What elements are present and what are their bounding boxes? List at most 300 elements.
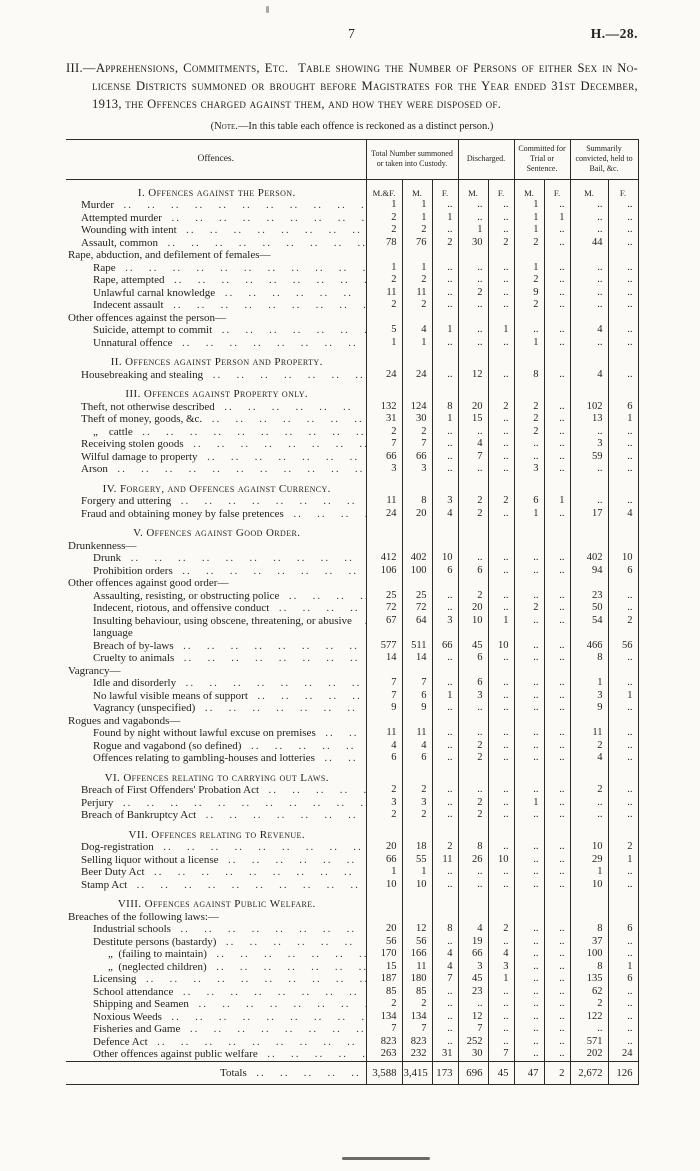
value-cell: .. [432, 426, 458, 439]
value-cell: .. [488, 809, 514, 822]
offence-row [66, 237, 638, 250]
value-cell [432, 540, 458, 553]
value-cell: 11 [402, 727, 432, 740]
subcolumn-header [432, 891, 458, 911]
value-cell: 2 [366, 274, 402, 287]
value-cell [458, 312, 488, 325]
value-cell: 6 [402, 690, 432, 703]
value-cell: 6 [608, 973, 638, 986]
value-cell: .. [608, 740, 638, 753]
value-cell: 466 [570, 640, 608, 653]
offence-label-cell [66, 602, 366, 615]
value-cell: 180 [402, 973, 432, 986]
value-cell: .. [544, 324, 570, 337]
value-cell: 10 [608, 552, 638, 565]
offence-label: Forgery and uttering [81, 495, 172, 508]
offence-label-cell [66, 854, 366, 867]
subcolumn-header [402, 822, 432, 842]
value-cell: 124 [402, 401, 432, 414]
subcolumn-header [402, 381, 432, 401]
page-header [66, 26, 638, 42]
subcolumn-header [608, 520, 638, 540]
value-cell [458, 665, 488, 678]
value-cell: 3 [432, 495, 458, 508]
leader-dots [174, 652, 365, 665]
offence-label: Attempted murder [81, 211, 162, 224]
value-cell: .. [432, 797, 458, 810]
value-cell: .. [432, 752, 458, 765]
offence-label: VI. Offences relating to carrying out Laws. [104, 771, 329, 784]
value-cell: 4 [432, 948, 458, 961]
value-cell: 4 [570, 324, 608, 337]
value-cell: 8 [432, 923, 458, 936]
value-cell: .. [570, 797, 608, 810]
value-cell: 11 [366, 727, 402, 740]
offence-label-cell [66, 324, 366, 337]
value-cell: .. [544, 740, 570, 753]
value-cell: .. [488, 463, 514, 476]
value-cell [366, 540, 402, 553]
value-cell: 2 [570, 784, 608, 797]
value-cell: 30 [402, 413, 432, 426]
offence-row [66, 640, 638, 653]
value-cell [488, 540, 514, 553]
section-heading-row [66, 891, 638, 911]
leader-dots [177, 224, 366, 237]
value-cell: .. [432, 262, 458, 275]
value-cell: 2 [488, 923, 514, 936]
leader-dots [241, 740, 365, 753]
offence-label-cell [66, 426, 366, 439]
value-cell: .. [570, 287, 608, 300]
offence-label: Found by night without lawful excuse on premises [93, 727, 316, 740]
value-cell: .. [458, 784, 488, 797]
leader-dots [248, 690, 366, 703]
value-cell: .. [514, 879, 544, 892]
subcolumn-header [608, 349, 638, 369]
value-cell [458, 540, 488, 553]
value-cell [366, 312, 402, 325]
value-cell: 2 [488, 237, 514, 250]
offence-label: Unnatural offence [93, 336, 173, 349]
subcolumn-header [366, 349, 402, 369]
value-cell [366, 665, 402, 678]
leader-dots [279, 590, 365, 603]
value-cell: 3 [402, 463, 432, 476]
value-cell: 2 [432, 841, 458, 854]
value-cell: .. [432, 199, 458, 212]
value-cell: 66 [458, 948, 488, 961]
value-cell: .. [514, 1023, 544, 1036]
leader-dots [212, 324, 365, 337]
value-cell [544, 665, 570, 678]
subcolumn-header [514, 381, 544, 401]
leader-dots [315, 752, 366, 765]
page-number: 7 [348, 26, 356, 41]
offence-label-cell [66, 866, 366, 879]
value-cell: .. [570, 199, 608, 212]
subcolumn-header [458, 381, 488, 401]
offence-label-cell [66, 565, 366, 578]
subcolumn-header [514, 520, 544, 540]
scan-speck [266, 6, 269, 13]
value-cell [432, 715, 458, 728]
subcolumn-header: F. [544, 179, 570, 199]
value-cell: .. [544, 552, 570, 565]
group-heading-row [66, 249, 638, 262]
offence-row [66, 438, 638, 451]
value-cell: 9 [514, 287, 544, 300]
value-cell: 17 [570, 508, 608, 521]
offence-label-cell [66, 1011, 366, 1024]
value-cell: .. [544, 274, 570, 287]
value-cell [432, 249, 458, 262]
offence-label: Industrial schools [93, 923, 171, 936]
offence-row [66, 841, 638, 854]
value-cell: .. [458, 866, 488, 879]
value-cell: 24 [608, 1048, 638, 1061]
value-cell: 412 [366, 552, 402, 565]
value-cell: .. [514, 615, 544, 640]
column-group-summarily-convicted: Summarily convicted, held to Bail, &c. [570, 139, 638, 179]
value-cell: 2 [458, 495, 488, 508]
value-cell [544, 911, 570, 924]
subcolumn-header [432, 520, 458, 540]
offence-row [66, 677, 638, 690]
value-cell: 6 [402, 752, 432, 765]
offence-label: Dog-registration [81, 841, 154, 854]
value-cell: 66 [366, 451, 402, 464]
value-cell: .. [544, 438, 570, 451]
leader-dots [247, 1067, 366, 1080]
offence-label-cell [66, 369, 366, 382]
offence-row [66, 262, 638, 275]
offence-row [66, 1048, 638, 1061]
value-cell: .. [570, 274, 608, 287]
value-cell: .. [488, 508, 514, 521]
value-cell: 4 [402, 324, 432, 337]
value-cell: 1 [366, 337, 402, 350]
value-cell: .. [432, 784, 458, 797]
value-cell: 2 [402, 224, 432, 237]
leader-dots [133, 426, 366, 439]
offence-label: Vagrancy (unspecified) [93, 702, 196, 715]
value-cell: 1 [458, 224, 488, 237]
value-cell: 3 [366, 463, 402, 476]
subcolumn-header [570, 349, 608, 369]
value-cell: .. [544, 640, 570, 653]
value-cell [570, 715, 608, 728]
value-cell: 12 [402, 923, 432, 936]
offence-label: V. Offences against Good Order. [133, 527, 301, 540]
value-cell: .. [514, 640, 544, 653]
value-cell [608, 665, 638, 678]
value-cell: 66 [432, 640, 458, 653]
value-cell: 2 [366, 426, 402, 439]
value-cell: .. [488, 565, 514, 578]
value-cell: 2 [608, 615, 638, 640]
offence-row [66, 879, 638, 892]
value-cell: .. [514, 1011, 544, 1024]
offence-label: II. Offences against Person and Property. [110, 356, 323, 369]
value-cell: .. [432, 986, 458, 999]
value-cell: 2 [488, 401, 514, 414]
value-cell: .. [608, 809, 638, 822]
column-group-committed: Committed for Trial or Sentence. [514, 139, 570, 179]
value-cell [488, 249, 514, 262]
value-cell: 2 [514, 602, 544, 615]
value-cell: .. [432, 369, 458, 382]
value-cell: .. [608, 212, 638, 225]
value-cell: 1 [514, 508, 544, 521]
offence-row [66, 973, 638, 986]
value-cell: .. [608, 677, 638, 690]
subcolumn-header [488, 765, 514, 785]
value-cell: .. [570, 212, 608, 225]
subcolumn-header [608, 381, 638, 401]
value-cell: 3 [514, 463, 544, 476]
value-cell: .. [544, 287, 570, 300]
value-cell: 1 [544, 495, 570, 508]
leader-dots [174, 640, 366, 653]
value-cell: 20 [458, 401, 488, 414]
value-cell: 1 [544, 212, 570, 225]
offence-label: IV. Forgery, and Offences against Currency. [102, 482, 331, 495]
value-cell: .. [544, 602, 570, 615]
subcolumn-header [570, 520, 608, 540]
value-cell: 126 [608, 1061, 638, 1085]
value-cell: 4 [432, 961, 458, 974]
leader-dots [355, 615, 365, 640]
value-cell: 72 [366, 602, 402, 615]
value-cell: 402 [402, 552, 432, 565]
value-cell: .. [570, 337, 608, 350]
value-cell: .. [488, 702, 514, 715]
column-group-total-number: Total Number summoned or taken into Custody. [366, 139, 458, 179]
offence-label: Rogue and vagabond (so defined) [93, 739, 242, 752]
value-cell: .. [488, 590, 514, 603]
value-cell: .. [608, 797, 638, 810]
value-cell: .. [608, 337, 638, 350]
offence-label-cell [66, 948, 366, 961]
value-cell: 1 [514, 212, 544, 225]
offence-label: Assault, common [81, 236, 158, 249]
value-cell: .. [608, 199, 638, 212]
offence-row [66, 212, 638, 225]
offence-label: Suicide, attempt to commit [93, 324, 213, 337]
value-cell: .. [514, 324, 544, 337]
offence-label: Totals [220, 1066, 247, 1079]
subcolumn-header [458, 476, 488, 496]
value-cell: .. [544, 923, 570, 936]
leader-dots [154, 841, 366, 854]
value-cell: 11 [570, 727, 608, 740]
section-heading-row [66, 822, 638, 842]
value-cell: .. [488, 224, 514, 237]
value-cell: .. [514, 998, 544, 1011]
value-cell: 132 [366, 401, 402, 414]
leader-dots [189, 998, 366, 1011]
value-cell [488, 911, 514, 924]
value-cell [570, 540, 608, 553]
offence-row [66, 401, 638, 414]
value-cell [570, 577, 608, 590]
value-cell [366, 715, 402, 728]
offence-row [66, 199, 638, 212]
value-cell: .. [544, 508, 570, 521]
value-cell: 20 [366, 841, 402, 854]
offence-label-cell [66, 249, 366, 262]
value-cell: 85 [402, 986, 432, 999]
value-cell: 402 [570, 552, 608, 565]
value-cell: 23 [458, 986, 488, 999]
value-cell: .. [514, 948, 544, 961]
value-cell: 45 [458, 640, 488, 653]
offence-row [66, 508, 638, 521]
offence-row [66, 948, 638, 961]
value-cell: .. [432, 866, 458, 879]
table-title: III.—Apprehensions, Commitments, Etc. Table showing the Number of Persons of either Sex in No-license Districts summoned or brought before Magistrates for the Year ended 31st December, 1913, the Offences charged against them, and how they were disposed of. [66, 61, 638, 111]
value-cell [608, 577, 638, 590]
offence-label: Beer Duty Act [81, 866, 145, 879]
value-cell: 6 [608, 923, 638, 936]
value-cell: .. [544, 784, 570, 797]
value-cell [402, 312, 432, 325]
offence-label: III. Offences against Property only. [125, 388, 309, 401]
offence-label: „ (neglected children) [108, 960, 207, 973]
offence-row [66, 727, 638, 740]
value-cell [432, 665, 458, 678]
value-cell: 64 [402, 615, 432, 640]
value-cell: 1 [608, 854, 638, 867]
value-cell [514, 911, 544, 924]
value-cell: .. [488, 841, 514, 854]
value-cell: .. [544, 337, 570, 350]
offence-label-cell [66, 809, 366, 822]
value-cell: 18 [402, 841, 432, 854]
value-cell [544, 249, 570, 262]
offence-row [66, 451, 638, 464]
offence-label: VII. Offences relating to Revenue. [128, 828, 305, 841]
offence-label: Defence Act [93, 1035, 148, 1048]
value-cell: .. [544, 1011, 570, 1024]
value-cell: 56 [366, 936, 402, 949]
subcolumn-header: M. [514, 179, 544, 199]
value-cell: 66 [366, 854, 402, 867]
subcolumn-header [544, 476, 570, 496]
value-cell: .. [608, 463, 638, 476]
value-cell: .. [488, 727, 514, 740]
value-cell: .. [544, 797, 570, 810]
value-cell: 1 [402, 212, 432, 225]
value-cell: .. [608, 784, 638, 797]
value-cell: .. [488, 752, 514, 765]
value-cell: .. [514, 702, 544, 715]
value-cell: .. [432, 451, 458, 464]
offence-label-cell [66, 1061, 366, 1085]
value-cell: 187 [366, 973, 402, 986]
subcolumn-header [402, 520, 432, 540]
offence-row [66, 495, 638, 508]
value-cell: 2 [458, 287, 488, 300]
value-cell [608, 312, 638, 325]
value-cell: .. [514, 1048, 544, 1061]
value-cell: .. [608, 262, 638, 275]
subcolumn-header: M.&F. [366, 179, 402, 199]
value-cell: 20 [458, 602, 488, 615]
value-cell: .. [544, 752, 570, 765]
value-cell: 6 [432, 565, 458, 578]
offence-label: Breaches of the following laws:— [68, 910, 219, 923]
value-cell: 55 [402, 854, 432, 867]
value-cell: .. [608, 426, 638, 439]
offence-row [66, 809, 638, 822]
value-cell: .. [514, 841, 544, 854]
offence-label-cell [66, 540, 366, 553]
subcolumn-header [402, 765, 432, 785]
offence-label-cell [66, 552, 366, 565]
leader-dots [215, 287, 365, 300]
value-cell: .. [608, 1036, 638, 1049]
offence-label: Rogues and vagabonds— [68, 714, 181, 727]
group-heading-row [66, 312, 638, 325]
value-cell: .. [544, 702, 570, 715]
value-cell: .. [514, 866, 544, 879]
value-cell: .. [570, 809, 608, 822]
value-cell: 2 [570, 998, 608, 1011]
value-cell: 15 [458, 413, 488, 426]
value-cell: .. [544, 727, 570, 740]
value-cell: 45 [488, 1061, 514, 1085]
value-cell: 1 [402, 337, 432, 350]
value-cell [544, 715, 570, 728]
value-cell: .. [488, 740, 514, 753]
value-cell: 47 [514, 1061, 544, 1085]
offence-row [66, 961, 638, 974]
value-cell: 4 [402, 740, 432, 753]
leader-dots [145, 866, 366, 879]
offence-label-cell [66, 715, 366, 728]
value-cell: 1 [432, 413, 458, 426]
value-cell: .. [608, 986, 638, 999]
value-cell: 2 [402, 998, 432, 1011]
value-cell: 3 [458, 961, 488, 974]
value-cell: .. [432, 274, 458, 287]
offence-label: Rape [93, 261, 116, 274]
value-cell: 1 [366, 262, 402, 275]
value-cell: 1 [608, 961, 638, 974]
value-cell: 8 [432, 401, 458, 414]
value-cell: .. [514, 1036, 544, 1049]
value-cell: .. [608, 752, 638, 765]
value-cell: .. [514, 438, 544, 451]
subcolumn-header [570, 891, 608, 911]
value-cell: 11 [402, 287, 432, 300]
offence-label: Indecent, riotous, and offensive conduct [93, 602, 270, 615]
value-cell: 10 [458, 615, 488, 640]
offence-label: Rape, attempted [93, 274, 165, 287]
value-cell [402, 911, 432, 924]
value-cell: 2 [514, 274, 544, 287]
offence-row [66, 797, 638, 810]
offence-row [66, 287, 638, 300]
value-cell: 44 [570, 237, 608, 250]
value-cell: 30 [458, 237, 488, 250]
value-cell: .. [544, 426, 570, 439]
scan-artifact [342, 1157, 430, 1160]
value-cell: .. [488, 690, 514, 703]
totals-row [66, 1061, 638, 1085]
